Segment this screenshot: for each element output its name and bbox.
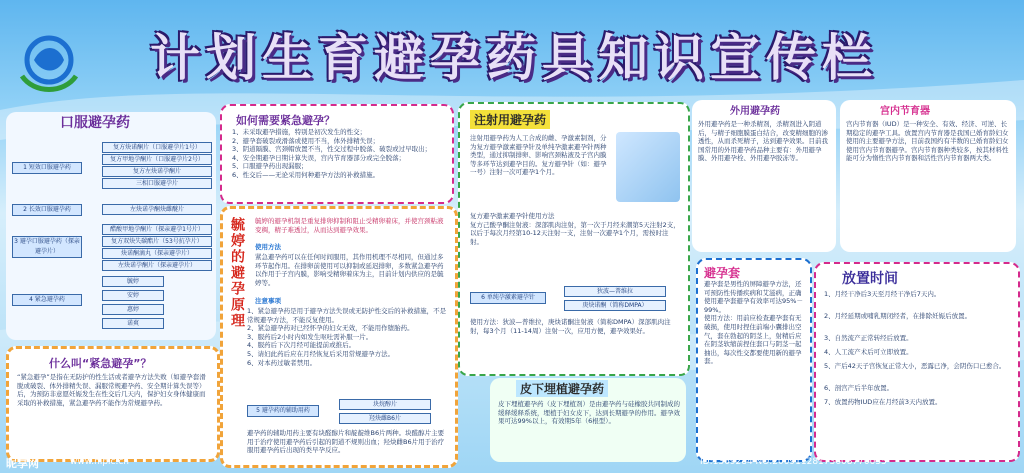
oral-group-3: 3 避孕口服避孕药（探亲避孕片） (12, 236, 82, 258)
footer-url: www.nipic.cn (70, 457, 129, 467)
what-emergency-title: 什么叫“紧急避孕”？ (49, 357, 152, 370)
implant-title: 皮下埋植避孕药 (516, 380, 608, 397)
what-emergency-text: “紧急避孕”是指在无防护的性生活或者避孕方法失败（如避孕套滑脱或破裂、体外排精失误、漏服常规避孕药、安全期计算失误等）后，为预防非意愿妊娠发生在性交后几天内，保护妇女身体健康而采取的补救措施，紧急避孕药不能作为常规避孕药。 (17, 373, 206, 407)
injection-method-title: 6 单纯孕激素避孕针 (470, 292, 546, 304)
injection-panel (458, 102, 690, 376)
notes-text: 1、紧急避孕药是用于避孕方法失误或无防护性交后的补救措施，不是常规避孕方法，不能反复使用。 2、紧急避孕药对已经怀孕的妇女无效，不能用作堕胎药。 3、服药后2小时内如发生呕吐需补服一片。 4、服药后下次月经可能提前或推后。 5、请妇此药后应在月经恢复后采用常规避孕方法。 6、对本药过敏者禁用。 (247, 307, 447, 367)
injection-product-image (616, 132, 680, 202)
timing-panel (814, 262, 1020, 462)
emergency-item: 安婷 (102, 290, 164, 301)
external-text: 外用避孕药是一种杀精剂，杀精剂进入阴道后，与精子细胞膜蛋白结合，改变精细胞的渗透性，从而杀死精子，达到避孕效果。目前我国常用的外用避孕药品种主要有：外用避孕膜、外用避孕栓、外用避孕胶冻等。 (698, 120, 828, 163)
external-title: 外用避孕药 (730, 106, 780, 117)
emergency-item: 惠婷 (102, 304, 164, 315)
implant-text: 皮下埋植避孕药（皮下埋植剂）是由避孕药与硅橡胶共同制成的缓释缓释系统，埋植于妇女皮下，达到长期避孕的作用。避孕效果可达99%以上，有效期5年（6根型）。 (498, 400, 680, 426)
emergency-item: 诺爽 (102, 318, 164, 329)
timing-item: 3、自然流产正常转经后放置。 (824, 334, 913, 342)
emergency-need-title: 如何需要紧急避孕？ (236, 114, 335, 127)
emergency-item: 毓婷 (102, 276, 164, 287)
oral-item: 左炔诺孕酮片（探亲避孕片） (102, 260, 212, 271)
iud-panel (840, 100, 1016, 252)
aux-text: 避孕药的辅助用药主要有块醛醇片和靛靛维B6片两种。块醛醇片主要用于治疗使用避孕药后引起的阴道不规则出血；羟炔雌B6片用于治疗服用避孕药后出现的类早孕反应。 (247, 429, 445, 455)
oral-item: 复方双炔失碳酯片（53号抗孕片） (102, 236, 212, 247)
condom-text: 避孕套是男性的屏障避孕方法，还可预防性传播疾病和艾滋病，正确使用避孕套避孕有效率可达95%－99%。 使用方法：用前应检查避孕套有无破损，使用时捏住前端小囊排出空气，套在勃起的阴茎上，射精后应在阴茎软缩前捏住套口与阴茎一起抽出，每次性交都要使用新的避孕套。 (704, 280, 803, 366)
condom-panel (696, 258, 812, 462)
what-emergency-panel (6, 346, 220, 462)
timing-item: 5、产后42天子宫恢复正常大小，恶露已净，会阴伤口已愈合。 (824, 362, 1006, 370)
condom-title: 避孕套 (704, 266, 741, 280)
aux-item: 羟炔雌B6片 (339, 413, 431, 424)
principle-vertical-title: 毓婷的避孕原理 (229, 217, 245, 329)
injection-method-text: 使用方法：狄波—普维拉，庚炔诺酮注射液（简称DMPA）深部肌肉注射，每3个月（11-14周）注射一次，应用方便，避孕效果好。 (470, 318, 671, 335)
injection-usage: 复方避孕激素避孕针使用方法 复方己酸孕酮注射液：深部肌肉注射，第一次于月经来潮第5天注射2支，以后于每次月经第10-12天注射一支，注射一次避孕1个月，需按时注射。 (470, 212, 680, 246)
oral-item: 醋酸甲地孕酮片（探亲避孕1号片） (102, 224, 212, 235)
timing-item: 2、月经延期或哺乳期闭经者，在排除妊娠后放置。 (824, 312, 972, 320)
family-planning-logo-icon (14, 28, 84, 98)
injection-method: 庚炔诺酮（简称DMPA） (564, 300, 666, 311)
page-title: 计划生育避孕药具知识宣传栏 (150, 29, 878, 87)
oral-item: 左炔诺孕酮炔雌醚片 (102, 204, 212, 215)
iud-title: 宫内节育器 (880, 106, 930, 117)
emergency-need-panel (220, 104, 454, 204)
timing-title: 放置时间 (842, 271, 898, 287)
oral-title: 口服避孕药 (60, 115, 130, 131)
implant-panel (490, 378, 686, 462)
injection-intro: 注射用避孕药为人工合成的雌、孕激素制剂，分为复方避孕激素避孕针及单纯孕激素避孕针两种类型，通过抑制排卵、影响宫颈粘液及子宫内膜等多环节达到避孕目的。复方避孕针（如：避孕一号）注射一次可避孕1个月。 (470, 134, 607, 177)
timing-item: 7、放置药物IUD应在月经前3天内放置。 (824, 398, 942, 406)
timing-item: 4、人工流产术后可立即放置。 (824, 348, 913, 356)
injection-title: 注射用避孕药 (470, 110, 550, 129)
emergency-need-text: 1、未采取避孕措施，特别是初次发生的性交； 2、避孕套破裂或滑落或使用不当，体外排精失误； 3、阴道隔膜、宫颈帽放置不当，性交过程中脱落、破裂或过早取出； 4、安全期避孕日期计算失误，宫内节育器部分或完全脱落； 5、口服避孕药出现漏服； 6、性交后——无论采用何种避孕方法的补救措施。 (232, 128, 432, 179)
oral-item: 炔诺酮滴丸（探亲避孕片） (102, 248, 212, 259)
timing-item: 1、月经干净后3天至月经干净后7天内。 (824, 290, 941, 298)
oral-item: 复方甲地孕酮片（口服避孕片2号） (102, 154, 212, 165)
usage-title: 使用方法 (255, 243, 281, 251)
oral-item: 复方左炔诺孕酮片 (102, 166, 212, 177)
footer-brand: 昵享网 (6, 457, 39, 470)
aux-title: 5 避孕药的辅助用药 (247, 405, 319, 417)
usage-text: 紧急避孕药可以在任何时间服用，其作用机理不尽相同，但通过多环节起作用。在排卵前使用可以抑制或延迟排卵，多数紧急避孕药以作用于子宫内膜，影响受精卵着床为主，目前计划内供应的是毓婷等。 (255, 253, 444, 287)
aux-item: 块烷醇片 (339, 399, 431, 410)
oral-group-1: 1 短效口服避孕药 (12, 162, 82, 174)
oral-item: 三相口服避孕片 (102, 178, 212, 189)
injection-method: 狄波—普维拉 (564, 286, 666, 297)
footer-id: ID:1369284 NO:20091128173608770055 (700, 457, 887, 467)
oral-item: 复方炔诺酮片（口服避孕片1号） (102, 142, 212, 153)
oral-group-4: 4 紧急避孕药 (12, 294, 82, 306)
external-panel (692, 100, 836, 252)
iud-text: 宫内节育器（IUD）是一种安全、有效、经济、可逆、长期稳定的避孕工具。放置宫内节育器是我国已婚育龄妇女使用的主要避孕方法，目前我国约有半数的已婚育龄妇女使用宫内节育器避孕。宫内节育器种类较多，按其材料性能可分为惰性宫内节育器和活性宫内节育器两大类。 (846, 120, 1009, 163)
principle-intro: 毓婷的避孕机制是重复排卵抑制和阻止受精卵着床，并使宫颈粘液变稠，精子难透过，从而达到避孕效果。 (255, 217, 444, 234)
oral-contraceptive-panel (6, 112, 216, 340)
notes-title: 注意事项 (255, 297, 281, 305)
principle-panel (220, 206, 458, 468)
oral-group-2: 2 长效口服避孕药 (12, 204, 82, 216)
timing-item: 6、剖宫产后半年放置。 (824, 384, 894, 392)
